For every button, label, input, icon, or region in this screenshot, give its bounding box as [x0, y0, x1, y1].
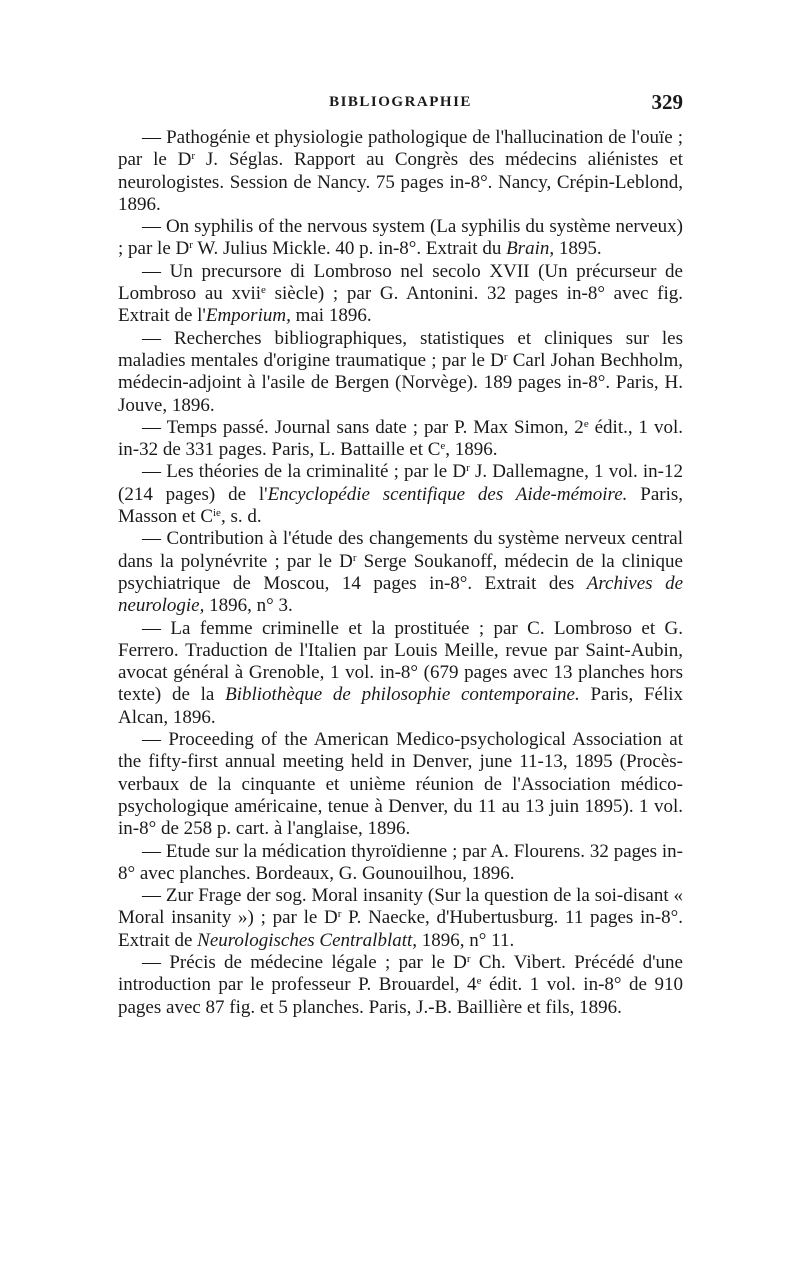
bibliography-list	[118, 127, 683, 1019]
entry-dash: —	[142, 416, 161, 438]
entry-text: édit. 1 vol. in-8° de 910 pages avec 87 fig. et 5 planches. Paris, J.-B. Baillière et fils, 1896.	[118, 974, 683, 1018]
superscript: r	[191, 150, 196, 163]
superscript: r	[189, 239, 193, 252]
entry-text: J. Séglas. Rapport au Congrès des médecins aliénistes et neurologistes. Session de Nancy. 75 pages in-8°. Nancy, Crépin-Leblond, 1896.	[118, 149, 683, 215]
running-head: BIBLIOGRAPHIE	[329, 94, 472, 110]
entry-text: Un precursore di Lombroso nel secolo XVII (Un précurseur de Lombroso au xvii	[118, 260, 683, 305]
entry-text: siècle) ; par G. Antonini. 32 pages in-8° avec fig. Extrait de l'	[118, 283, 683, 327]
page-number: 329	[651, 90, 683, 114]
entry-dash: —	[142, 729, 161, 751]
entry-text: Les théories de la criminalité ; par le D	[166, 461, 467, 483]
entry-text: Proceeding of the American Medico-psychological Association at the fifty-first annual meeting held in Denver, june 11-13, 1895 (Procès-verbaux de la cinquante et unième réunion de l'Association médico-psychologique américaine, tenue à Denver, du 11 au 13 juin 1895). 1 vol. in-8° de 258 p. cart. à l'anglaise, 1896.	[118, 729, 684, 840]
italic-title: Neurologisches Centralblatt,	[197, 929, 418, 951]
entry-text: Recherches bibliographiques, statistiques et cliniques sur les maladies mentales d'origine traumatique ; par le D	[118, 327, 684, 371]
entry-text: La femme criminelle et la prostituée ; par C. Lombroso et G. Ferrero. Traduction de l'Italien par Louis Meille, revue par Saint-Aubin, avocat général à Grenoble, 1 vol. in-8° (679 pages avec 13 planches hors texte) de la	[118, 617, 683, 706]
entry-dash: —	[142, 461, 161, 483]
entry-text: , 1896.	[445, 439, 498, 461]
superscript: e	[440, 440, 446, 453]
bibliography-entry	[118, 528, 683, 617]
entry-text: Carl Johan Bechholm, médecin-adjoint à l'asile de Bergen (Norvège). 189 pages in-8°. Paris, H. Jouve, 1896.	[118, 349, 684, 416]
entry-dash: —	[142, 528, 161, 550]
entry-dash: —	[142, 216, 161, 238]
entry-text: Serge Soukanoff, médecin de la clinique psychiatrique de Moscou, 14 pages in-8°. Extrait des	[118, 550, 683, 594]
entry-text: W. Julius Mickle. 40 p. in-8°. Extrait du	[192, 238, 507, 260]
entry-text: Contribution à l'étude des changements du système nerveux central dans la polynévrite ; par le D	[118, 528, 684, 572]
entry-text: 1896, n° 3.	[204, 595, 293, 617]
entry-dash: —	[142, 840, 161, 862]
entry-dash: —	[142, 127, 161, 148]
bibliography-entry	[118, 885, 683, 952]
entry-text: J. Dallemagne, 1 vol. in-12 (214 pages) de l'	[118, 461, 684, 505]
bibliography-entry	[118, 952, 683, 1019]
entry-text: P. Naecke, d'Hubertusburg. 11 pages in-8°. Extrait de	[118, 907, 683, 951]
entry-text: Temps passé. Journal sans date ; par P. Max Simon, 2	[166, 416, 584, 438]
italic-title: Encyclopédie scentifique des Aide-mémoire.	[267, 483, 628, 505]
bibliography-entry	[118, 127, 683, 216]
bibliography-entry	[118, 328, 683, 417]
superscript: r	[337, 908, 342, 921]
italic-title: Archives de neurologie,	[118, 572, 683, 617]
entry-text: Ch. Vibert. Précédé d'une introduction par le professeur P. Brouardel, 4	[118, 951, 683, 996]
entry-text: Paris, Félix Alcan, 1896.	[118, 684, 683, 728]
bibliography-entry	[118, 417, 683, 462]
bibliography-entry	[118, 461, 683, 528]
entry-dash: —	[142, 617, 161, 639]
entry-text: édit., 1 vol. in-32 de 331 pages. Paris, L. Battaille et C	[118, 416, 683, 461]
bibliography-entry	[118, 216, 683, 261]
superscript: r	[352, 551, 357, 564]
bibliography-entry	[118, 261, 683, 328]
bibliography-entry	[118, 841, 683, 886]
entry-text: 1896, n° 11.	[417, 929, 515, 951]
entry-text: Zur Frage der sog. Moral insanity (Sur la question de la soi-disant « Moral insanity ») ; par le D	[118, 885, 684, 929]
superscript: e	[476, 975, 482, 988]
entry-dash: —	[142, 327, 161, 349]
bibliography-entry	[118, 729, 683, 840]
superscript: e	[583, 417, 589, 430]
superscript: e	[261, 284, 266, 297]
italic-title: Bibliothèque de philosophie contemporaine.	[225, 684, 580, 706]
italic-title: Brain,	[506, 238, 555, 260]
entry-dash: —	[142, 260, 161, 282]
entry-text: Paris, Masson et C	[118, 483, 683, 528]
entry-text: On syphilis of the nervous system (La syphilis du système nerveux) ; par le D	[118, 216, 683, 260]
superscript: r	[466, 952, 471, 965]
entry-text: 1895.	[554, 238, 602, 260]
entry-text: mai 1896.	[290, 305, 372, 327]
entry-text: Pathogénie et physiologie pathologique de l'hallucination de l'ouïe ; par le D	[118, 127, 683, 171]
superscript: ie	[213, 507, 221, 520]
entry-dash: —	[142, 951, 161, 973]
italic-title: Emporium,	[205, 305, 291, 327]
entry-dash: —	[142, 885, 161, 907]
superscript: r	[503, 350, 508, 363]
entry-text: , s. d.	[220, 506, 262, 528]
superscript: r	[466, 462, 470, 475]
entry-text: Etude sur la médication thyroïdienne ; par A. Flourens. 32 pages in-8° avec planches. Bordeaux, G. Gounouilhou, 1896.	[118, 840, 684, 884]
entry-text: Précis de médecine légale ; par le D	[169, 951, 467, 973]
bibliography-entry	[118, 618, 683, 729]
page-header	[118, 92, 683, 122]
